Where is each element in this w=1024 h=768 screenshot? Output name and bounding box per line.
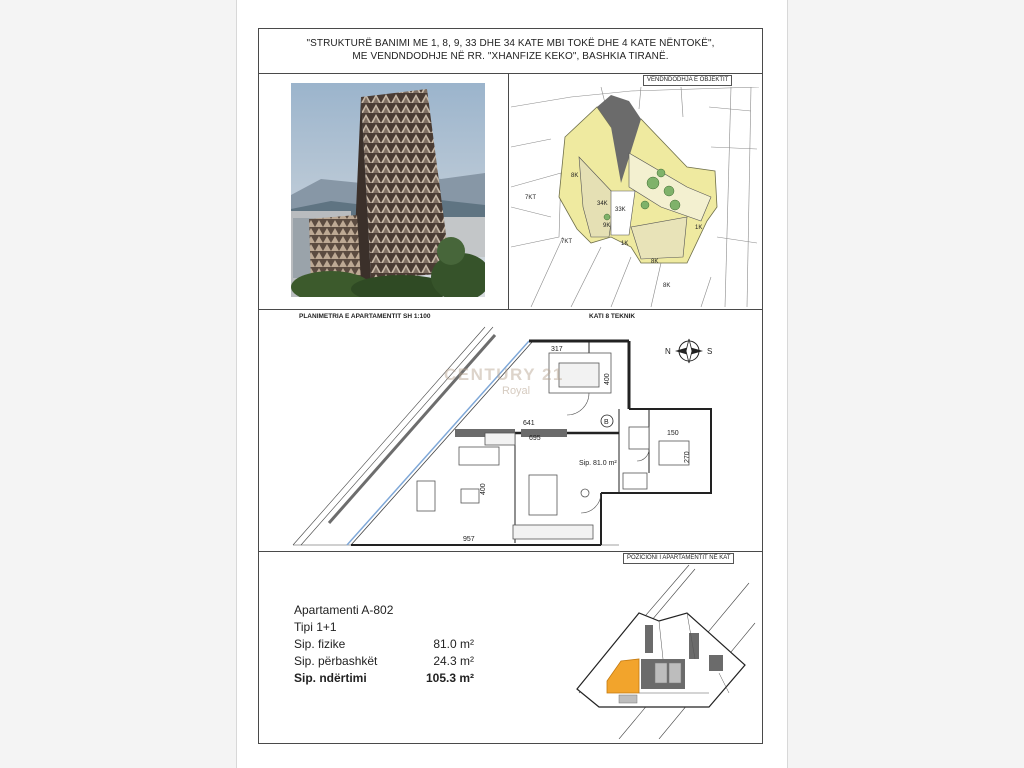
watermark-sub: Royal	[502, 385, 531, 397]
site-parcel-label: 7KT	[525, 195, 537, 201]
position-section-divider	[259, 551, 762, 552]
area-row-value: 105.3 m²	[425, 671, 474, 685]
area-row-label: Sip. përbashkët	[294, 654, 378, 668]
building-render	[291, 83, 485, 297]
apartment-type: Tipi 1+1	[294, 620, 337, 634]
left-gutter	[0, 0, 237, 768]
dimension-label: 641	[523, 420, 535, 427]
dimension-label: 317	[551, 346, 563, 353]
area-label: Sip. 81.0 m²	[579, 460, 617, 467]
floor-label: KATI 8 TEKNIK	[589, 313, 636, 320]
area-row-physical	[294, 637, 474, 651]
dimension-label: 270	[684, 451, 691, 463]
site-parcel-label: 34K	[597, 201, 608, 207]
watermark-brand: CENTURY 21	[444, 365, 564, 384]
position-label: POZICIONI I APARTAMENTIT NË KAT	[623, 553, 734, 564]
location-label: VENDNDODHJA E OBJEKTIT	[643, 75, 732, 86]
dimension-label: 400	[604, 373, 611, 385]
dimension-label: 400	[480, 483, 487, 495]
header-divider	[259, 73, 762, 74]
site-parcel-label: 9K	[603, 223, 611, 229]
area-row-common	[294, 654, 474, 668]
document-title	[259, 37, 762, 63]
area-row-value: 81.0 m²	[433, 637, 474, 651]
plan-section-divider	[259, 309, 762, 310]
apartment-position-map	[559, 563, 759, 739]
site-map	[511, 87, 759, 307]
site-parcel-label: 8K	[571, 173, 579, 179]
site-parcel-label: 1K	[621, 241, 629, 247]
area-row-built	[294, 671, 474, 685]
apartment-name: Apartamenti A-802	[294, 603, 394, 617]
title-line-1: "STRUKTURË BANIMI ME 1, 8, 9, 33 DHE 34 KATE MBI TOKË DHE 4 KATE NËNTOKË",	[306, 38, 715, 49]
document-sheet	[258, 28, 763, 744]
apartment-floor-plan	[289, 323, 759, 551]
dimension-label: 957	[463, 536, 475, 543]
site-parcel-label: 33K	[615, 207, 626, 213]
site-parcel-label: 8K	[651, 259, 659, 265]
area-row-value: 24.3 m²	[433, 654, 474, 668]
compass-north: N	[665, 347, 671, 356]
right-gutter	[787, 0, 1024, 768]
floorplan-label: PLANIMETRIA E APARTAMENTIT SH 1:100	[299, 313, 431, 320]
top-cell-divider	[508, 73, 509, 309]
site-parcel-label: 1K	[695, 225, 703, 231]
area-row-label: Sip. ndërtimi	[294, 671, 367, 685]
title-line-2: ME VENDNDODHJE NË RR. "XHANFIZE KEKO", BASHKIA TIRANË.	[352, 51, 669, 62]
compass-south: S	[707, 347, 713, 356]
dimension-label: 695	[529, 435, 541, 442]
site-parcel-label: 8K	[663, 283, 671, 289]
compass	[665, 339, 712, 363]
dimension-label: 150	[667, 430, 679, 437]
bathroom-badge: B	[604, 419, 609, 426]
site-parcel-label: 7KT	[561, 239, 573, 245]
area-row-label: Sip. fizike	[294, 637, 346, 651]
